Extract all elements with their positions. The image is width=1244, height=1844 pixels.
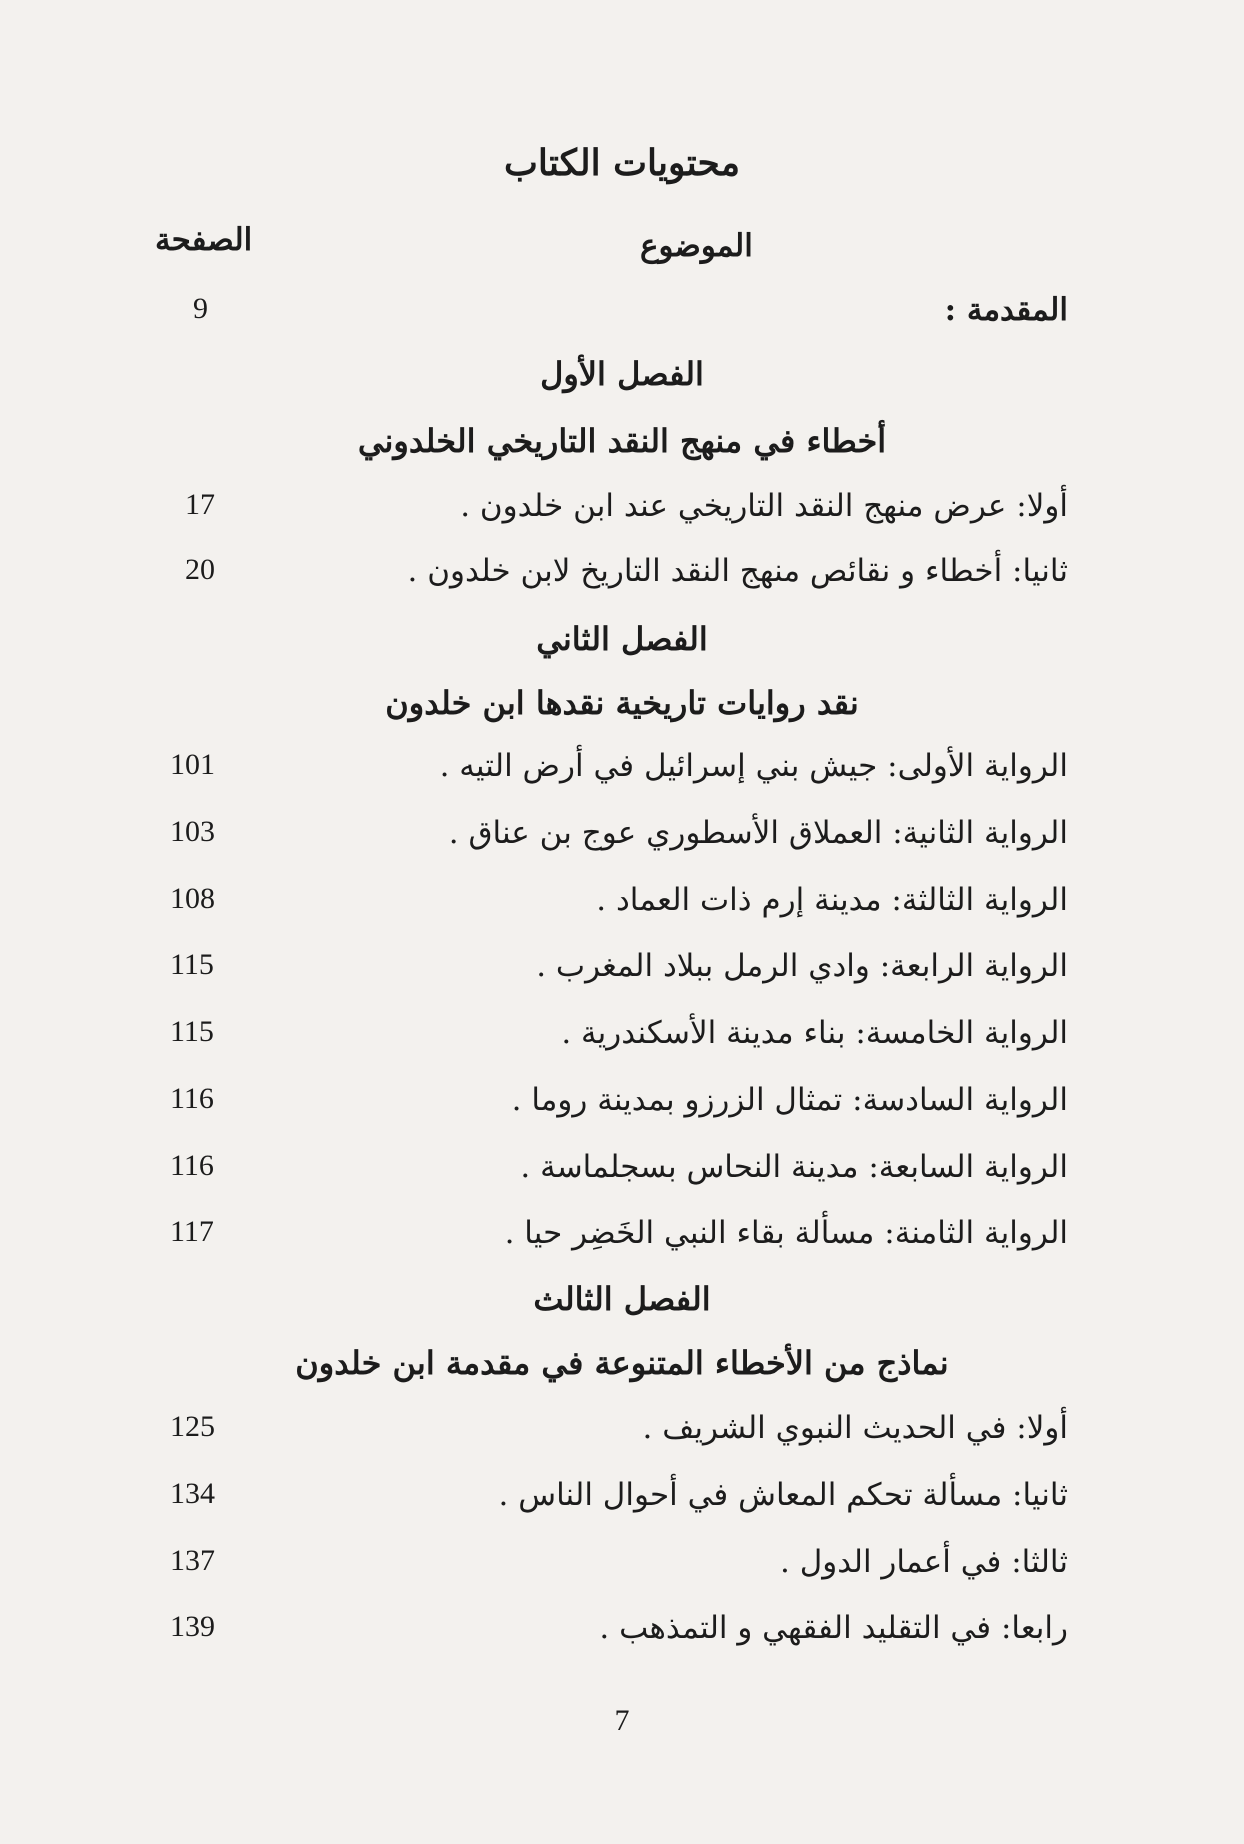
toc-entry [0, 1082, 1244, 1132]
toc-entry [0, 748, 1244, 798]
toc-entry [0, 1410, 1244, 1460]
chapter-3-number: الفصل الثالث [533, 1280, 711, 1318]
entry-page: 139 [170, 1610, 215, 1643]
entry-page: 116 [170, 1082, 214, 1115]
entry-text: ثانيا: أخطاء و نقائص منهج النقد التاريخ لابن خلدون . [407, 553, 1068, 589]
entry-text: الرواية الثالثة: مدينة إرم ذات العماد . [596, 882, 1068, 918]
entry-text: الرواية الرابعة: وادي الرمل ببلاد المغرب . [536, 948, 1068, 984]
entry-page: 134 [170, 1477, 215, 1510]
entry-text: رابعا: في التقليد الفقهي و التمذهب . [599, 1610, 1068, 1646]
chapter-1-number: الفصل الأول [540, 355, 704, 393]
entry-text: الرواية الأولى: جيش بني إسرائيل في أرض التيه . [439, 748, 1068, 784]
chapter-3-title: نماذج من الأخطاء المتنوعة في مقدمة ابن خلدون [295, 1344, 949, 1382]
entry-page: 115 [170, 948, 214, 981]
entry-page: 20 [185, 553, 215, 586]
chapter-2-title: نقد روايات تاريخية نقدها ابن خلدون [385, 684, 859, 722]
header-topic: الموضوع [640, 228, 753, 264]
entry-text: أولا: عرض منهج النقد التاريخي عند ابن خلدون . [460, 488, 1068, 524]
page-title: محتويات الكتاب [504, 142, 740, 184]
entry-text: ثانيا: مسألة تحكم المعاش في أحوال الناس . [498, 1477, 1068, 1513]
page-number: 7 [614, 1704, 630, 1737]
header-page: الصفحة [155, 222, 253, 258]
toc-entry [0, 1149, 1244, 1199]
toc-entry [0, 948, 1244, 998]
toc-entry [0, 815, 1244, 865]
toc-entry [0, 1544, 1244, 1594]
entry-text: الرواية الخامسة: بناء مدينة الأسكندرية . [561, 1015, 1068, 1051]
entry-text: أولا: في الحديث النبوي الشريف . [642, 1410, 1068, 1446]
entry-page: 9 [193, 292, 208, 325]
entry-page: 117 [170, 1215, 214, 1248]
entry-page: 125 [170, 1410, 215, 1443]
toc-entry [0, 1610, 1244, 1660]
toc-entry [0, 1477, 1244, 1527]
toc-entry-intro [0, 292, 1244, 342]
chapter-2-number: الفصل الثاني [536, 620, 708, 658]
entry-text: ثالثا: في أعمار الدول . [780, 1544, 1068, 1580]
toc-entry [0, 553, 1244, 603]
entry-page: 101 [170, 748, 215, 781]
entry-page: 116 [170, 1149, 214, 1182]
entry-text: الرواية السادسة: تمثال الزرزو بمدينة روما . [511, 1082, 1068, 1118]
entry-text: الرواية السابعة: مدينة النحاس بسجلماسة . [520, 1149, 1068, 1185]
toc-entry [0, 1215, 1244, 1265]
toc-entry [0, 488, 1244, 538]
entry-page: 17 [185, 488, 215, 521]
toc-entry [0, 882, 1244, 932]
entry-page: 103 [170, 815, 215, 848]
entry-text: الرواية الثانية: العملاق الأسطوري عوج بن عناق . [448, 815, 1068, 851]
entry-page: 115 [170, 1015, 214, 1048]
toc-entry [0, 1015, 1244, 1065]
chapter-1-title: أخطاء في منهج النقد التاريخي الخلدوني [357, 422, 887, 460]
entry-text: الرواية الثامنة: مسألة بقاء النبي الخَضِر حيا . [504, 1215, 1068, 1251]
entry-text: المقدمة : [944, 292, 1068, 328]
entry-page: 108 [170, 882, 215, 915]
entry-page: 137 [170, 1544, 215, 1577]
